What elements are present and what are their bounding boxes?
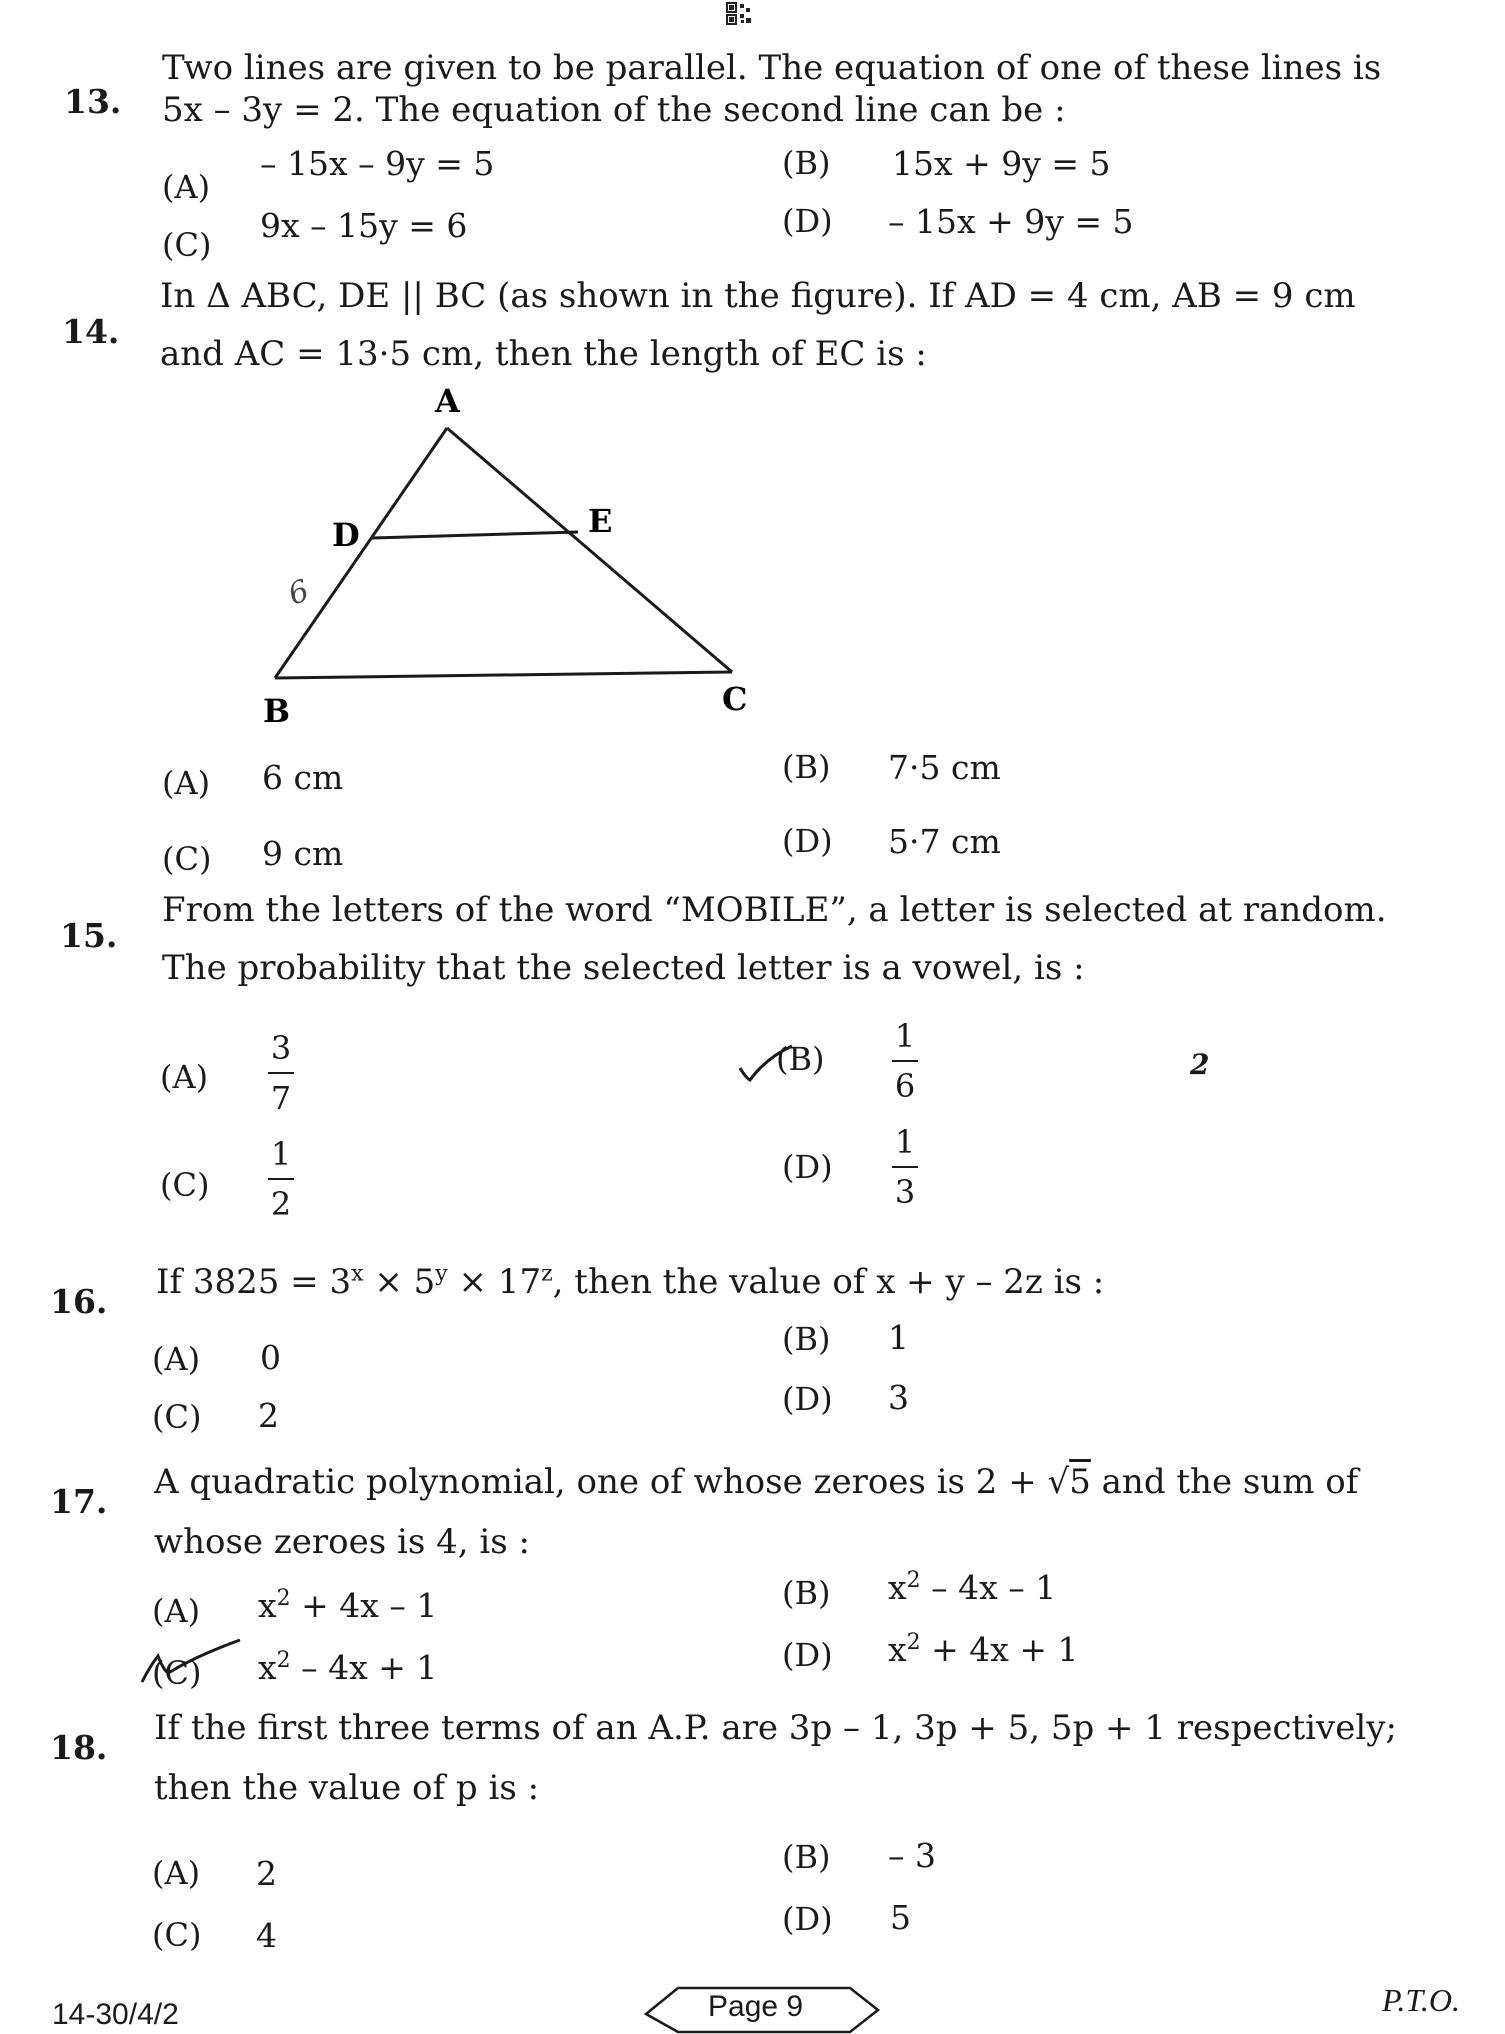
q16-option-c-text: 2 [258,1396,279,1435]
please-turn-over: P.T.O. [1382,1982,1460,2018]
q16-option-c-label: (C) [152,1398,202,1436]
q18-option-c-text: 4 [256,1916,277,1955]
q18-option-d-text: 5 [890,1898,911,1937]
q17-radicand: 5 [1069,1462,1091,1502]
question-15-line-2: The probability that the selected letter is a vowel, is : [162,948,1085,988]
question-14-number: 14. [62,312,120,351]
q16-exp-z: z [541,1261,553,1287]
question-18-line-2: then the value of p is : [154,1768,540,1808]
q18-option-d-label: (D) [782,1900,833,1938]
q14-option-b-text: 7·5 cm [888,748,1001,787]
q16-option-b-text: 1 [888,1318,909,1357]
q17-option-c-text: $x^2 - 4x + 1$ [258,1648,438,1687]
q16-exp-y: y [435,1261,448,1287]
q13-option-a-label: (A) [162,168,211,206]
side-bc [275,672,732,678]
q16-part-3: × 17 [447,1262,542,1302]
q13-option-b-text: 15x + 9y = 5 [892,144,1111,183]
q17-part-1: A quadratic polynomial, one of whose zeroes is 2 + √ [154,1462,1070,1502]
q14-option-d-label: (D) [782,822,833,860]
vertex-a-label: A [435,382,460,420]
question-18-line-1: If the first three terms of an A.P. are 3p – 1, 3p + 5, 5p + 1 respectively; [154,1708,1397,1748]
q18-option-c-label: (C) [152,1916,202,1954]
vertex-d-label: D [332,516,360,554]
q14-option-c-label: (C) [162,840,212,878]
q17-option-d-text: $x^2 + 4x + 1$ [888,1630,1079,1669]
q17-option-a-text: $x^2 + 4x - 1$ [258,1586,438,1625]
vertex-b-label: B [263,692,291,730]
numerator: 1 [894,1123,916,1161]
q16-option-d-text: 3 [888,1378,909,1417]
qr-code-icon [726,2,754,26]
q13-option-d-text: – 15x + 9y = 5 [888,202,1134,241]
q13-option-b-label: (B) [782,144,831,182]
q16-part-1: If 3825 = 3 [156,1262,352,1302]
q17-option-c-label: (C) [152,1654,202,1692]
question-15-number: 15. [60,916,118,955]
triangle-abc-figure [260,380,780,740]
q17-option-b-label: (B) [782,1574,831,1612]
side-ab [275,428,447,678]
q17-option-b-text: $x^2 - 4x - 1$ [888,1568,1057,1607]
handwritten-mark: 6 [283,573,314,613]
paper-code: 14-30/4/2 [52,1998,179,2031]
q15-option-b-fraction [892,1014,918,1108]
question-17-line-1 [154,1458,1358,1506]
q13-option-d-label: (D) [782,202,833,240]
page-number: Page 9 [708,1990,804,2023]
side-ac [447,428,732,672]
question-13-line-1: Two lines are given to be parallel. The equation of one of these lines is [162,48,1382,88]
q13-option-c-text: 9x – 15y = 6 [260,206,468,245]
q15-option-d-label: (D) [782,1148,833,1186]
denominator: 7 [270,1079,292,1117]
q15-option-b-label: (B) [776,1040,825,1078]
q15-option-d-fraction [892,1120,918,1214]
q16-option-d-label: (D) [782,1380,833,1418]
question-17-line-2: whose zeroes is 4, is : [154,1522,530,1562]
q15-option-a-fraction [268,1026,294,1120]
q16-exp-x: x [351,1261,364,1287]
q15-option-a-label: (A) [160,1058,209,1096]
q18-option-a-label: (A) [152,1854,201,1892]
vertex-c-label: C [722,680,748,718]
q18-option-b-text: – 3 [888,1836,936,1875]
q13-option-a-text: – 15x – 9y = 5 [260,144,495,183]
q14-option-d-text: 5·7 cm [888,822,1001,861]
q18-option-b-label: (B) [782,1838,831,1876]
segment-de [372,532,578,538]
q16-part-2: × 5 [363,1262,436,1302]
q14-option-a-label: (A) [162,764,211,802]
denominator: 6 [894,1067,916,1105]
question-13-number: 13. [64,82,122,121]
handwritten-margin-note: 2 [1190,1048,1210,1081]
numerator: 1 [894,1017,916,1055]
q17-option-d-label: (D) [782,1636,833,1674]
q13-option-c-label: (C) [162,226,212,264]
q14-option-a-text: 6 cm [262,758,344,797]
denominator: 3 [894,1173,916,1211]
numerator: 3 [270,1029,292,1067]
q15-option-c-label: (C) [160,1166,210,1204]
question-14-line-2: and AC = 13·5 cm, then the length of EC is : [160,334,927,374]
q18-option-a-text: 2 [256,1854,277,1893]
question-18-number: 18. [50,1728,108,1767]
q17-option-a-label: (A) [152,1592,201,1630]
q14-option-c-text: 9 cm [262,834,344,873]
vertex-e-label: E [588,502,613,540]
q16-option-a-label: (A) [152,1340,201,1378]
q15-option-c-fraction [268,1132,294,1226]
q17-part-2: and the sum of [1090,1462,1359,1502]
question-13-line-2: 5x – 3y = 2. The equation of the second line can be : [162,90,1066,130]
q16-part-4: , then the value of x + y – 2z is : [552,1262,1105,1302]
question-16-text [156,1258,1104,1306]
q14-option-b-label: (B) [782,748,831,786]
question-15-line-1: From the letters of the word “MOBILE”, a letter is selected at random. [162,890,1387,930]
numerator: 1 [270,1135,292,1173]
q16-option-b-label: (B) [782,1320,831,1358]
q16-option-a-text: 0 [260,1338,281,1377]
denominator: 2 [270,1185,292,1223]
question-16-number: 16. [50,1282,108,1321]
question-14-line-1: In Δ ABC, DE || BC (as shown in the figure). If AD = 4 cm, AB = 9 cm [160,276,1356,316]
question-17-number: 17. [50,1482,108,1521]
